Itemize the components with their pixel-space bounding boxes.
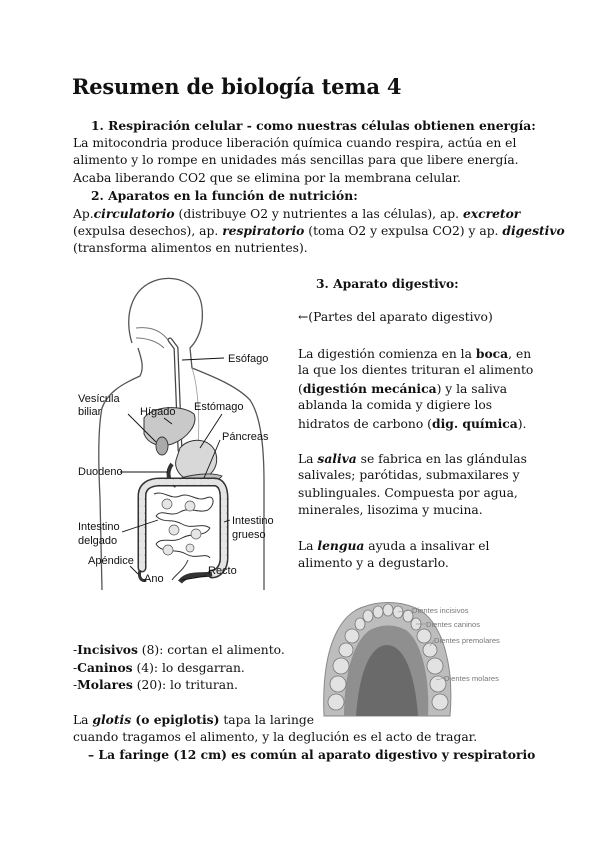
section3-ref: ←(Partes del aparato digestivo) <box>298 310 493 324</box>
circulatorio-term: circulatorio <box>93 206 175 221</box>
label-pancreas: Páncreas <box>222 431 269 443</box>
teeth-item-incisivos <box>73 642 285 657</box>
section1-line-3: Acaba liberando CO2 que se elimina por la membrana celular. <box>73 171 461 185</box>
faringe-note: – La faringe (12 cm) es común al aparato digestivo y respiratorio <box>88 747 536 762</box>
p1-text-a: La digestión comienza en la <box>298 347 476 361</box>
label-higado: Hígado <box>140 406 176 418</box>
section3-heading: 3. Aparato digestivo: <box>316 276 459 291</box>
glotis-text-b: tapa la laringe <box>219 713 315 727</box>
respiratorio-term: respiratorio <box>222 223 305 238</box>
excretor-term: excretor <box>462 206 521 221</box>
teeth-item-count: (8) <box>137 643 160 657</box>
section3-p2-line-4: minerales, lisozima y mucina. <box>298 503 483 517</box>
teeth-item-name: Incisivos <box>77 642 138 657</box>
label-estomago: Estómago <box>194 401 244 413</box>
teeth-item-molares <box>73 677 238 692</box>
page-title: Resumen de biología tema 4 <box>72 74 402 99</box>
teeth-item-prefix: - <box>73 661 78 675</box>
teeth-item-prefix: - <box>73 643 78 657</box>
teeth-item-caninos <box>73 660 245 675</box>
glotis-term: glotis <box>92 712 132 727</box>
teeth-item-prefix: - <box>73 678 78 692</box>
section3-p1-line-1 <box>298 346 531 361</box>
section3-p2-line-3: sublinguales. Compuesta por agua, <box>298 486 518 500</box>
digestive-system-diagram <box>72 268 294 590</box>
section3-p1-line-2: la que los dientes trituran el alimento <box>298 363 534 377</box>
section2-heading: 2. Aparatos en la función de nutrición: <box>91 188 358 203</box>
epiglotis-term: (o epiglotis) <box>131 712 220 727</box>
ap-prefix: Ap. <box>73 207 94 221</box>
boca-term: boca <box>475 346 509 361</box>
label-apendice: Apéndice <box>88 555 134 567</box>
section2-line-2 <box>73 223 565 238</box>
digestion-mecanica-term: digestión mecánica <box>302 381 437 396</box>
p1-text-b: , en <box>508 347 532 361</box>
label-vesicula: Vesícula <box>78 393 120 405</box>
circulatorio-desc: (distribuye O2 y nutrientes a las células), ap. <box>174 207 463 221</box>
teeth-item-desc: : cortan el alimento. <box>159 643 285 657</box>
respiratorio-desc: (toma O2 y expulsa CO2) y ap. <box>304 224 503 238</box>
dig-quimica-term: dig. química <box>431 416 518 431</box>
label-ano: Ano <box>144 573 164 585</box>
label-caninos: Dientes caninos <box>426 620 481 629</box>
label-intestino-delgado-1: Intestino <box>78 521 120 533</box>
teeth-item-count: (20) <box>132 678 162 692</box>
p1-text-c: ( <box>298 382 303 396</box>
saliva-term: saliva <box>317 451 357 466</box>
p1-text-f: ). <box>517 417 527 431</box>
excretor-desc: (expulsa desechos), ap. <box>73 224 223 238</box>
label-premolares: Dientes premolares <box>434 636 500 645</box>
label-recto: Recto <box>208 565 237 577</box>
section3-p1-line-4: ablanda la comida y digiere los <box>298 398 493 412</box>
section3-p1-line-5 <box>298 416 526 431</box>
section3-p2-line-1 <box>298 451 527 466</box>
label-duodeno: Duodeno <box>78 466 123 478</box>
p1-text-d: ) y la saliva <box>436 382 508 396</box>
label-biliar: biliar <box>78 406 102 418</box>
glotis-line-2: cuando tragamos el alimento, y la deglución es el acto de tragar. <box>73 730 478 744</box>
p2-text-b: se fabrica en las glándulas <box>356 452 527 466</box>
section3-p2-line-2: salivales; parótidas, submaxilares y <box>298 468 520 482</box>
section3-p3-line-1 <box>298 538 489 553</box>
glotis-text-a: La <box>73 713 93 727</box>
teeth-item-name: Molares <box>77 677 133 692</box>
digestivo-term: digestivo <box>502 223 565 238</box>
teeth-item-desc: : lo trituran. <box>162 678 238 692</box>
label-intestino-grueso-1: Intestino <box>232 515 274 527</box>
section2-line-1 <box>73 206 520 221</box>
glotis-line-1 <box>73 712 314 727</box>
label-intestino-grueso-2: grueso <box>232 529 266 541</box>
label-incisivos: Dientes incisivos <box>412 606 469 615</box>
p2-text-a: La <box>298 452 318 466</box>
teeth-diagram <box>316 598 522 718</box>
section1-line-1: La mitocondria produce liberación química cuando respira, actúa en el <box>73 136 517 150</box>
section3-p1-line-3 <box>298 381 507 396</box>
p3-text-a: La <box>298 539 318 553</box>
section3-p3-line-2: alimento y a degustarlo. <box>298 556 449 570</box>
p3-text-b: ayuda a insalivar el <box>364 539 490 553</box>
section1-heading: 1. Respiración celular - como nuestras células obtienen energía: <box>91 118 536 133</box>
label-esofago: Esófago <box>228 353 269 365</box>
p1-text-e: hidratos de carbono ( <box>298 417 432 431</box>
label-molares: Dientes molares <box>444 674 499 683</box>
section2-line-3: (transforma alimentos en nutrientes). <box>73 241 308 255</box>
teeth-item-desc: : lo desgarran. <box>153 661 245 675</box>
label-intestino-delgado-2: delgado <box>78 535 118 547</box>
section1-line-2: alimento y lo rompe en unidades más sencillas para que libere energía. <box>73 153 519 167</box>
lengua-term: lengua <box>317 538 365 553</box>
teeth-item-name: Caninos <box>77 660 133 675</box>
teeth-item-count: (4) <box>132 661 154 675</box>
